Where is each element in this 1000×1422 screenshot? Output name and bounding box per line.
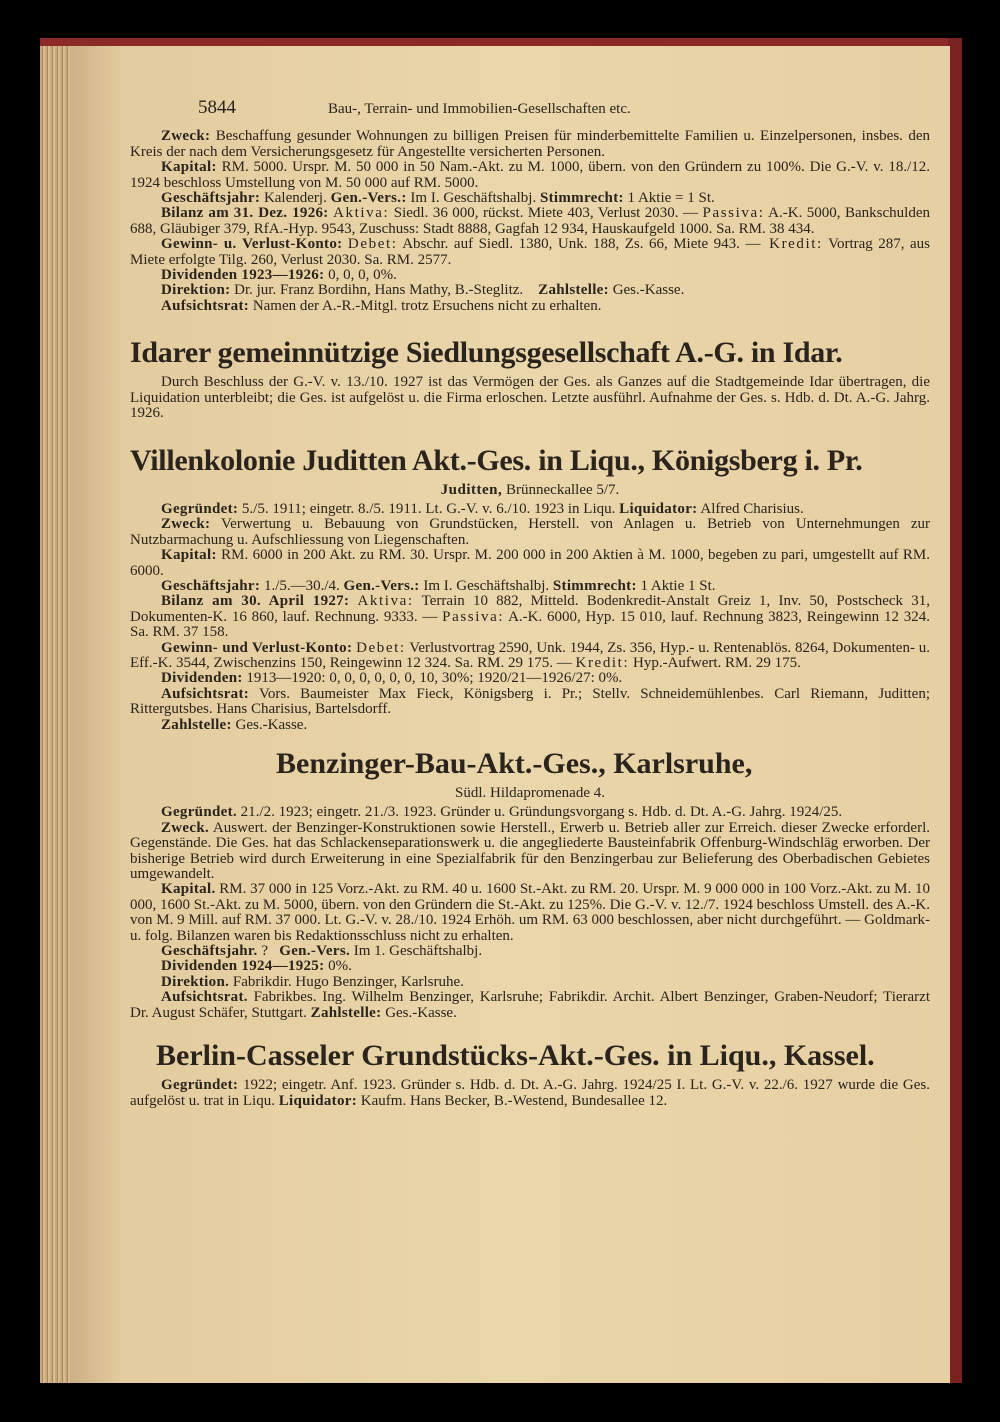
bilanz-paragraph: Bilanz am 31. Dez. 1926: Aktiva: Siedl. 36 000, rückst. Miete 403, Verlust 2030. — Passiva: A.-K. 5000, Bankschulden 688, Gläubiger 379, RfA.-Hyp. 9543, Zuschuss: Stadt 8888, Gagfah 12 934, Hauskaufgeld 1000. Sa. RM. 38 434. [130,205,931,237]
entry-continued [130,129,930,314]
villenkolonie-address: Juditten, Brünneckallee 5/7. [440,481,620,498]
aufsichtsrat-paragraph: Aufsichtsrat: Vors. Baumeister Max Fieck, Königsberg i. Pr.; Stellv. Schneidemühlenbes. Carl Riemann, Juditten; Rittergutsbes. Hans Charisius, Bartelsdorff. [130,685,931,718]
guv-paragraph: Gewinn- u. Verlust-Konto: Debet: Abschr. auf Siedl. 1380, Unk. 188, Zs. 66, Miete 943. — Kredit: Vortrag 287, aus Miete erfolgte Tilg. 260, Verlust 2030. Sa. RM. 2577. [130,236,931,268]
benzinger-heading: Benzinger-Bau-Akt.-Ges., Karlsruhe, [276,747,753,780]
gegruendet-paragraph: Gegründet: 5./5. 1911; eingetr. 8./5. 1911. Lt. G.-V. v. 6./10. 1923 in Liqu. Liquidator: Alfred Charisius. [161,500,804,517]
direktion-paragraph: Direktion: Dr. jur. Franz Bordihn, Hans Mathy, B.-Steglitz. Zahlstelle: Ges.-Kasse. [161,282,685,299]
geschaeftsjahr-paragraph: Geschäftsjahr: 1./5.—30./4. Gen.-Vers.: Im I. Geschäftshalbj. Stimmrecht: 1 Aktie 1 St. [161,577,716,594]
geschaeftsjahr-paragraph: Geschäftsjahr: Kalenderj. Gen.-Vers.: Im I. Geschäftshalbj. Stimmrecht: 1 Aktie = 1 St. [161,190,715,207]
dividenden-paragraph: Dividenden 1923—1926: 0, 0, 0, 0%. [161,267,397,284]
direktion-paragraph: Direktion. Fabrikdir. Hugo Benzinger, Karlsruhe. [161,973,464,990]
guv-paragraph: Gewinn- und Verlust-Konto: Debet: Verlustvortrag 2590, Unk. 1944, Zs. 356, Hyp.- u. Rentenablös. 8264, Dokumenten- u. Eff.-K. 3544, Zwischenzins 150, Reingewinn 12 324. Sa. RM. 29 175. — Kredit: Hyp.-Aufwert. RM. 29 175. [130,639,931,671]
dividenden-paragraph: Dividenden 1924—1925: 0%. [161,958,352,975]
benzinger-address: Südl. Hildapromenade 4. [455,785,605,801]
idar-paragraph: Durch Beschluss der G.-V. v. 13./10. 1927 ist das Vermögen der Ges. als Ganzes auf die Stadtgemeinde Idar übertragen, die Liquidation unterbleibt; die Ges. ist aufgelöst u. die Firma erloschen. Letzte ausführl. Aufnahme der Ges. s. Hdb. d. Dt. A.-G. Jahrg. 1926. [130,374,930,422]
zweck-paragraph: Zweck: Verwertung u. Bebauung von Grundstücken, Herstell. von Anlagen u. Betrieb von Unternehmungen zur Nutzbarmachung u. Aufschliessung von Liegenschaften. [130,516,930,548]
zweck-paragraph: Zweck: Beschaffung gesunder Wohnungen zu billigen Preisen für minderbemittelte Familien u. Einzelpersonen, insbes. den Kreis der nach dem Versicherungsgesetz für Angestellte versicherten Personen. [130,128,931,160]
gegruendet-paragraph: Gegründet. 21./2. 1923; eingetr. 21./3. 1923. Gründer u. Gründungsvorgang s. Hdb. d. Dt. A.-G. Jahrg. 1924/25. [161,804,843,821]
zweck-paragraph: Zweck. Auswert. der Benzinger-Konstruktionen sowie Herstell., Erwerb u. Betrieb aller zur Erreich. dieser Zwecke erforderl. Gegenstände. Die Ges. hat das Schlackenseparationswerk u. die angegliederte Bausteinfabrik Offenburg-Windschläg erworben. Der bisherige Betrieb wird durch Erweiterung in eine Spezialfabrik für den Benzingerbau zur Belieferung des Oberbadischen Gebietes umgewandelt. [130,819,930,883]
zahlstelle-paragraph: Zahlstelle: Ges.-Kasse. [161,716,308,733]
aufsichtsrat-paragraph: Aufsichtsrat. Fabrikbes. Ing. Wilhelm Benzinger, Karlsruhe; Fabrikdir. Archit. Albert Benzinger, Graben-Neudorf; Tierarzt Dr. August Schäfer, Stuttgart. Zahlstelle: Ges.-Kasse. [130,989,930,1021]
kapital-paragraph: Kapital: RM. 6000 in 200 Akt. zu RM. 30. Urspr. M. 200 000 in 200 Aktien à M. 1000, begeben zu pari, umgestellt auf RM. 6000. [130,547,931,579]
aufsichtsrat-paragraph: Aufsichtsrat: Namen der A.-R.-Mitgl. trotz Ersuchens nicht zu erhalten. [161,297,602,314]
running-title: Bau-, Terrain- und Immobilien-Gesellschaften etc. [328,101,631,117]
page-number: 5844 [198,97,236,118]
book-cover-top [40,38,962,46]
villenkolonie-heading: Villenkolonie Juditten Akt.-Ges. in Liqu., Königsberg i. Pr. [130,443,863,477]
running-header [198,97,930,118]
kapital-paragraph: Kapital. RM. 37 000 in 125 Vorz.-Akt. zu RM. 40 u. 1600 St.-Akt. zu RM. 20. Urspr. M. 9 000 000 in 100 Vorz.-Akt. zu M. 10 000, 1600 St.-Akt. zu M. 5000, übern. von den Gründern die St.-Akt. zu 125%. Die G.-V. v. 12./7. 1924 beschloss Umstell. des A.-K. von M. 9 Mill. auf RM. 37 000. Lt. G.-V. v. 28./10. 1924 Erhöh. um RM. 63 000 beschlossen, aber nicht durchgeführt. — Goldmark- u. folg. Bilanzen waren bis Redaktionsschluss nicht zu erhalten. [130,881,931,944]
geschaeftsjahr-paragraph: Geschäftsjahr. ? Gen.-Vers. Im 1. Geschäftshalbj. [161,943,483,960]
bilanz-paragraph: Bilanz am 30. April 1927: Aktiva: Terrain 10 882, Mitteld. Bodenkredit-Anstalt Greiz 1, Inv. 50, Postscheck 31, Dokumenten-K. 16 860, lauf. Rechnung. 9333. — Passiva: A.-K. 6000, Hyp. 15 010, lauf. Rechnung 3823, Reingewinn 12 324. Sa. RM. 37 158. [130,593,931,641]
berlin-casseler-heading: Berlin-Casseler Grundstücks-Akt.-Ges. in Liqu., Kassel. [156,1039,875,1073]
dividenden-paragraph: Dividenden: 1913—1920: 0, 0, 0, 0, 0, 0, 10, 30%; 1920/21—1926/27: 0%. [161,670,623,687]
idar-heading: Idarer gemeinnützige Siedlungsgesellschaft A.-G. in Idar. [130,336,843,370]
book-cover-right [948,38,962,1383]
page-content [130,97,931,1109]
gegruendet-paragraph: Gegründet: 1922; eingetr. Anf. 1923. Gründer s. Hdb. d. Dt. A.-G. Jahrg. 1924/25 I. Lt. G.-V. v. 22./6. 1927 wurde die Ges. aufgelöst u. trat in Liqu. Liquidator: Kaufm. Hans Becker, B.-Westend, Bundesallee 12. [130,1077,930,1109]
book-page-edges [40,38,70,1383]
kapital-paragraph: Kapital: RM. 5000. Urspr. M. 50 000 in 50 Nam.-Akt. zu M. 1000, übern. von den Gründern zu 100%. Die G.-V. v. 18./12. 1924 beschloss Umstellung von M. 50 000 auf RM. 5000. [130,159,931,191]
